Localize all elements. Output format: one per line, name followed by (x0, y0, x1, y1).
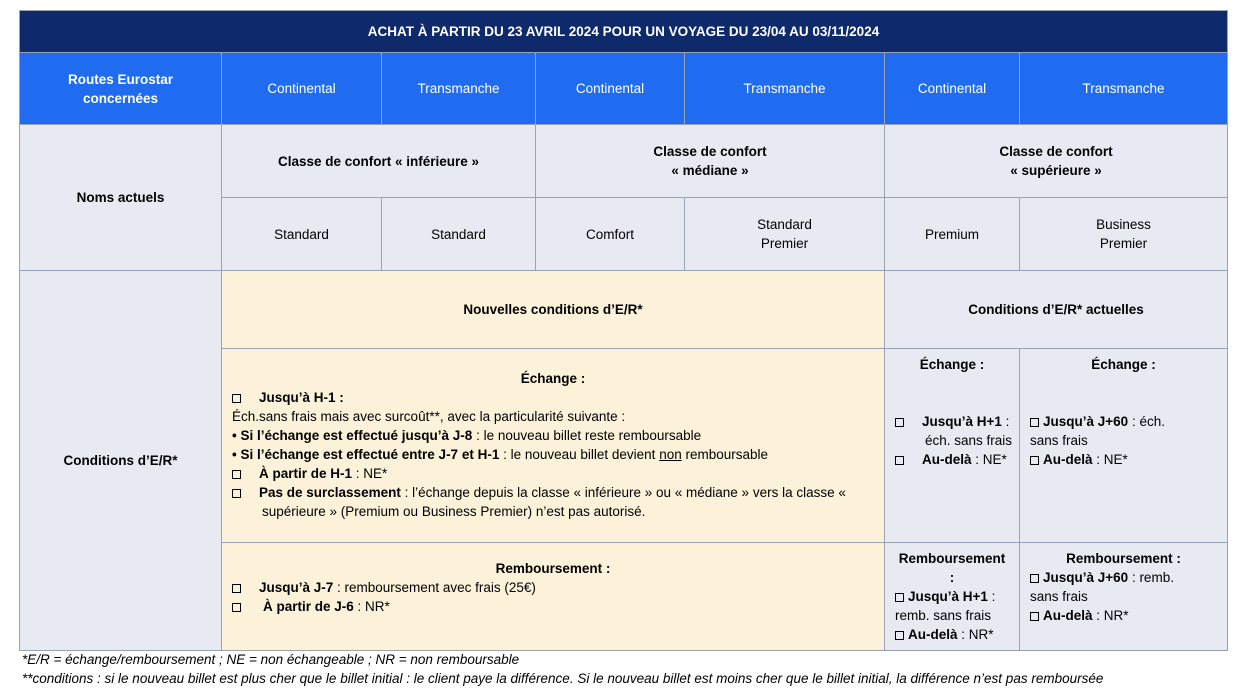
checkbox-icon (895, 456, 904, 465)
current-refund-mid-item1-bold: Jusqu’à H+1 (908, 589, 988, 604)
current-refund-sup-item2-text: : NR* (1092, 608, 1129, 623)
current-exchange-mid-cell (885, 349, 1020, 543)
bullet-icon: • (232, 447, 241, 462)
product-standard-premier (685, 198, 885, 271)
checkbox-icon (1030, 418, 1039, 427)
current-exchange-sup-item1-text: : éch. (1128, 414, 1165, 429)
checkbox-icon (895, 418, 904, 427)
product-premium: Premium (885, 198, 1020, 271)
current-refund-mid-item2-text: : NR* (957, 627, 994, 642)
current-exchange-sup-item1 (1030, 412, 1217, 431)
new-exchange-bullet2-text-underline: non (659, 447, 682, 462)
current-refund-sup-item1-text: : remb. (1128, 570, 1174, 585)
conditions-label: Conditions d’E/R* (20, 271, 222, 651)
current-refund-sup-item1-bold: Jusqu’à J+60 (1043, 570, 1129, 585)
class-mediane-line1: Classe de confort (653, 144, 767, 159)
product-standard-premier-line1: Standard (757, 217, 812, 232)
class-superieure (885, 125, 1228, 198)
checkbox-icon (1030, 456, 1039, 465)
route-col-4: Transmanche (685, 53, 885, 125)
current-exchange-sup-item2-text: : NE* (1092, 452, 1128, 467)
footnote-1: *E/R = échange/remboursement ; NE = non échangeable ; NR = non remboursable (22, 652, 520, 667)
new-exchange-bullet1-text: : le nouveau billet reste remboursable (472, 428, 702, 443)
current-refund-sup-item2 (1030, 606, 1217, 625)
footnote-2: **conditions : si le nouveau billet est plus cher que le billet initial : le client paye la différence. Si le nouveau billet est moins cher que le billet initial, la différence n’est pas remboursée (22, 671, 1104, 686)
current-exchange-mid-item2-text: : NE* (971, 452, 1007, 467)
new-exchange-title: Échange : (520, 371, 586, 386)
new-refund-title: Remboursement : (495, 561, 611, 576)
new-refund-item1-text: : remboursement avec frais (25€) (333, 580, 536, 595)
footnotes (22, 650, 1103, 688)
product-standard-transmanche: Standard (382, 198, 536, 271)
current-exchange-sup-item2 (1030, 450, 1217, 469)
routes-label-line2: concernées (82, 90, 159, 106)
new-exchange-item3-text-l2: supérieure » (Premium ou Business Premier) n’est pas autorisé. (262, 504, 646, 519)
new-exchange-bullet2-text-a: : le nouveau billet devient (499, 447, 660, 462)
new-conditions-header: Nouvelles conditions d’E/R* (222, 271, 885, 349)
checkbox-icon (1030, 574, 1039, 583)
table-title: ACHAT À PARTIR DU 23 AVRIL 2024 POUR UN VOYAGE DU 23/04 AU 03/11/2024 (20, 11, 1228, 53)
checkbox-icon (895, 631, 904, 640)
class-inferieure: Classe de confort « inférieure » (222, 125, 536, 198)
new-exchange-cell (222, 349, 885, 543)
class-superieure-line2: « supérieure » (1010, 163, 1102, 178)
route-col-3: Continental (536, 53, 685, 125)
current-exchange-mid-item1-text: : (1001, 414, 1010, 429)
new-exchange-item2-bold: À partir de H-1 (259, 466, 353, 481)
current-refund-sup-cell (1020, 543, 1228, 651)
eurostar-conditions-table (19, 10, 1228, 651)
current-exchange-sup-title: Échange : (1091, 357, 1156, 372)
new-exchange-item2 (232, 464, 874, 483)
new-refund-item1 (232, 578, 874, 597)
new-exchange-item1-text: Éch.sans frais mais avec surcoût**, avec la particularité suivante : (232, 409, 626, 424)
current-refund-sup-item1 (1030, 568, 1217, 587)
checkbox-icon (1030, 612, 1039, 621)
product-standard-premier-line2: Premier (760, 236, 809, 251)
current-conditions-header: Conditions d’E/R* actuelles (885, 271, 1228, 349)
checkbox-icon (232, 394, 241, 403)
checkbox-icon (232, 603, 241, 612)
routes-label-line1: Routes Eurostar (67, 71, 174, 87)
new-refund-item2 (232, 597, 874, 616)
new-refund-item1-bold: Jusqu’à J-7 (259, 580, 334, 595)
current-refund-mid-item1-text-l2: remb. sans frais (895, 608, 992, 623)
new-exchange-bullet1-bold: Si l’échange est effectué jusqu’à J-8 (240, 428, 473, 443)
current-refund-sup-item1-text-l2: sans frais (1030, 589, 1088, 604)
current-exchange-mid-item1-text-l2: éch. sans frais (925, 433, 1013, 448)
route-col-6: Transmanche (1020, 53, 1228, 125)
new-exchange-bullet2-text-b: remboursable (681, 447, 769, 462)
new-exchange-item3-bold: Pas de surclassement (259, 485, 401, 500)
product-comfort: Comfort (536, 198, 685, 271)
current-exchange-mid-item2-bold: Au-delà (922, 452, 972, 467)
current-exchange-sup-item1-text-l2: sans frais (1030, 433, 1088, 448)
route-col-2: Transmanche (382, 53, 536, 125)
current-exchange-sup-cell (1020, 349, 1228, 543)
current-refund-mid-item2 (895, 625, 1009, 644)
current-exchange-mid-title: Échange : (919, 357, 985, 372)
current-exchange-mid-item1 (895, 412, 1009, 431)
new-exchange-item1-bold: Jusqu’à H-1 : (259, 390, 344, 405)
current-exchange-sup-item1-bold: Jusqu’à J+60 (1043, 414, 1129, 429)
new-exchange-bullet2 (232, 445, 874, 464)
checkbox-icon (895, 593, 904, 602)
product-business-premier (1020, 198, 1228, 271)
current-refund-sup-item2-bold: Au-delà (1043, 608, 1093, 623)
noms-label: Noms actuels (20, 125, 222, 271)
new-exchange-item3 (232, 483, 874, 502)
current-refund-mid-item1 (895, 587, 1009, 606)
product-standard-continental: Standard (222, 198, 382, 271)
new-exchange-item3-text-l1: : l’échange depuis la classe « inférieure » ou « médiane » vers la classe « (400, 485, 846, 500)
current-refund-mid-item2-bold: Au-delà (908, 627, 958, 642)
routes-label (20, 53, 222, 125)
route-col-1: Continental (222, 53, 382, 125)
current-exchange-sup-item2-bold: Au-delà (1043, 452, 1093, 467)
new-refund-item2-bold: À partir de J-6 (263, 599, 354, 614)
bullet-icon: • (232, 428, 241, 443)
new-exchange-bullet1 (232, 426, 874, 445)
current-refund-mid-title: Remboursement : (898, 551, 1006, 585)
class-mediane (536, 125, 885, 198)
checkbox-icon (232, 470, 241, 479)
class-superieure-line1: Classe de confort (999, 144, 1113, 159)
current-refund-mid-item1-text: : (987, 589, 996, 604)
checkbox-icon (232, 489, 241, 498)
current-exchange-mid-item2 (895, 450, 1009, 469)
new-exchange-item2-text: : NE* (352, 466, 388, 481)
new-refund-item2-text: : NR* (353, 599, 390, 614)
class-mediane-line2: « médiane » (671, 163, 749, 178)
product-business-premier-line2: Premier (1099, 236, 1148, 251)
route-col-5: Continental (885, 53, 1020, 125)
current-refund-sup-title: Remboursement : (1066, 551, 1181, 566)
current-exchange-mid-item1-bold: Jusqu’à H+1 (922, 414, 1002, 429)
product-business-premier-line1: Business (1096, 217, 1151, 232)
new-exchange-bullet2-bold: Si l’échange est effectué entre J-7 et H-1 (240, 447, 500, 462)
new-exchange-item1 (232, 388, 874, 407)
checkbox-icon (232, 584, 241, 593)
new-refund-cell (222, 543, 885, 651)
current-refund-mid-cell (885, 543, 1020, 651)
